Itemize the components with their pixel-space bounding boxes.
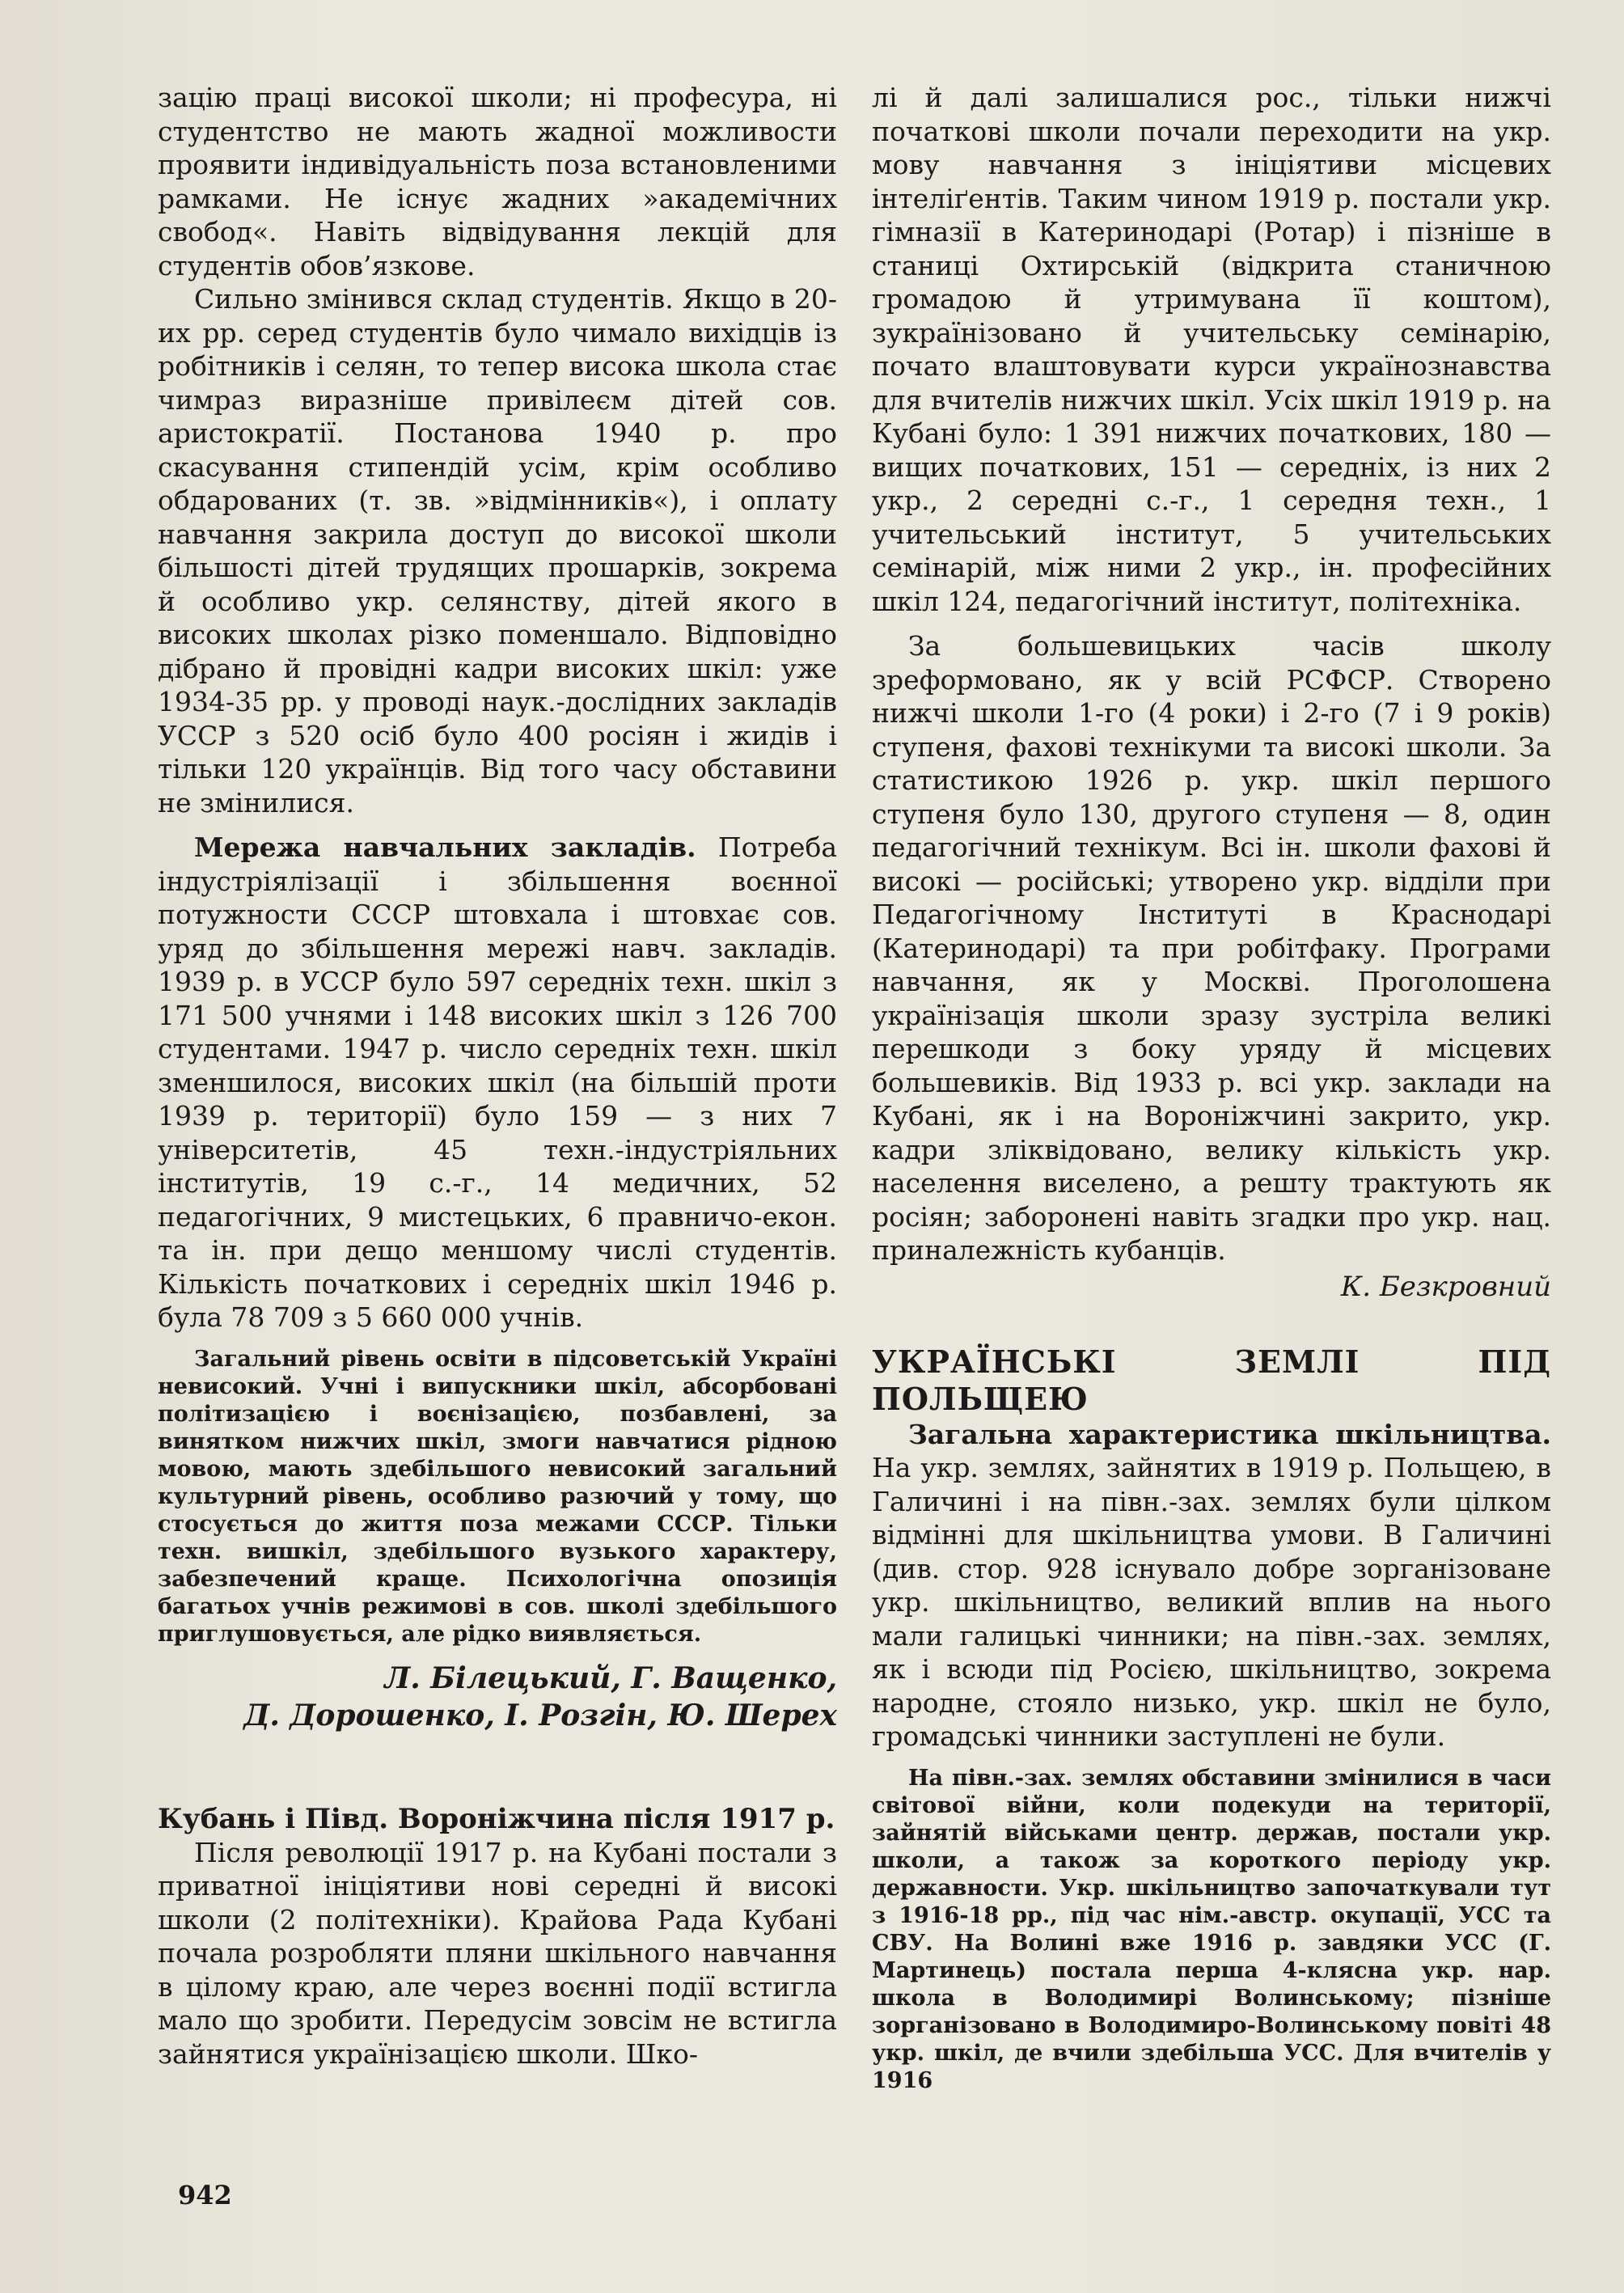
right-small-paragraph: На півн.-зах. землях обставини змінилися в часи світової війни, коли подекуди на території, зайнятій військами центр. держав, постали укр. школи, а також за короткого періоду укр. державности. Укр. шкільництво започаткували тут з 1916-18 рр., під час нім.-австр. окупації, УСС та СВУ. На Волині вже 1916 р. завдяки УСС (Г. Мартинець) постала перша 4-клясна укр. нар. школа в Володимирі Волинському; пізніше зорганізовано в Володимиро-Волинському повіті 48 укр. шкіл, де вчили здебільша УСС. Для вчителів у 1916 <box>872 1765 1551 2093</box>
signature-authors-line-2: Д. Дорошенко, І. Розгін, Ю. Шерех <box>243 1698 837 1732</box>
right-paragraph-2: За большевицьких часів школу зреформовано, як у всій РСФСР. Створено нижчі школи 1-го (4 роки) і 2-го (7 і 9 років) ступеня, фахові технікуми та високі школи. За статистикою 1926 р. укр. шкіл першого ступеня було 130, другого ступеня — 8, один педагогічний технікум. Всі ін. школи фахові й високі — російські; утворено укр. відділи при Педагогічному Інституті в Краснодарі (Катеринодарі) та при робітфаку. Програми навчання, як у Москві. Проголошена українізація школи зразу зустріла великі перешкоди з боку уряду й місцевих большевиків. Від 1933 р. всі укр. заклади на Кубані, як і на Вороніжчині закрито, укр. кадри зліквідовано, велику кількість укр. населення виселено, а решту трактують як росіян; заборонені навіть згадки про укр. нац. приналежність кубанців. <box>872 630 1551 1266</box>
left-paragraph-3 <box>158 831 837 1335</box>
right-paragraph-1: лі й далі залишалися рос., тільки нижчі початкові школи почали переходити на укр. мову навчання з ініціятиви місцевих інтеліґентів. Таким чином 1919 р. постали укр. гімназії в Катеринодарі (Ротар) і пізніше в станиці Охтирській (відкрита станичною громадою й утримувана її коштом), зукраїнізовано й учительську семінарію, почато влаштовувати курси українознавства для вчителів нижчих шкіл. Усіх шкіл 1919 р. на Кубані було: 1 391 нижчих початкових, 180 — вищих початкових, 151 — середніх, із них 2 укр., 2 середні с.-г., 1 середня техн., 1 учительський інститут, 5 учительських семінарій, між ними 2 укр., ін. професійних шкіл 124, педагогічний інститут, політехніка. <box>872 82 1551 617</box>
signature-authors-line-1: Л. Білецький, Г. Ващенко, <box>384 1661 837 1695</box>
page-number: 942 <box>178 2180 232 2211</box>
general-text: На укр. землях, зайнятих в 1919 р. Польщею, в Галичині і на півн.-зах. землях були цілком відмінні для шкільництва умови. В Галичині (див. стор. 928 існувало добре зорганізоване укр. шкільництво, великий вплив на нього мали галицькі чинники; на півн.-зах. землях, як і всюди під Росією, шкільництво, зокрема народне, стояло низько, укр. шкіл не було, громадські чинники заступлені не були. <box>872 1452 1551 1752</box>
section-title: УКРАЇНСЬКІ ЗЕМЛІ ПІД ПОЛЬЩЕЮ <box>872 1343 1551 1417</box>
kuban-subheading: Кубань і Півд. Вороніжчина після 1917 р. <box>158 1802 835 1835</box>
right-paragraph-3 <box>872 1418 1551 1754</box>
left-small-paragraph: Загальний рівень освіти в підсоветській Україні невисокий. Учні і випускники шкіл, абсорбовані політизацією і воєнізацією, позбавлені, за винятком нижчих шкіл, змоги навчатися рідною мовою, мають здебільшого невисокий загальний культурний рівень, особливо разючий у тому, що стосується до життя поза межами СССР. Тільки техн. вишкіл, здебільшого вузького характеру, забезпечений краще. Психологічна опозиція багатьох учнів режимові в сов. школі здебільшого приглушовується, але рідко виявляється. <box>158 1346 837 1647</box>
network-text: Потреба індустріялізації і збільшення воєнної потужности СССР штовхала і штовхає сов. уряд до збільшення мережі навч. закладів. 1939 р. в УССР було 597 середніх техн. шкіл з 171 500 учнями і 148 високих шкіл з 126 700 студентами. 1947 р. число середніх техн. шкіл зменшилося, високих шкіл (на більшій проти 1939 р. території) було 159 — з них 7 університетів, 45 техн.-індустріяльних інститутів, 19 с.-г., 14 медичних, 52 педагогічних, 9 мистецьких, 6 правничо-екон. та ін. при дещо меншому числі студентів. Кількість початкових і середніх шкіл 1946 р. була 78 709 з 5 660 000 учнів. <box>158 831 837 1333</box>
network-heading: Мережа навчальних закладів. <box>194 831 696 863</box>
left-paragraph-kuban: Після революції 1917 р. на Кубані постали з приватної ініціятиви нові середні й високі школи (2 політехніки). Крайова Рада Кубані почала розробляти пляни шкільного навчання в цілому краю, але через воєнні події встигла мало що зробити. Передусім зовсім не встигла зайнятися українізацією школи. Шко- <box>158 1836 837 2070</box>
general-heading: Загальна характеристика шкільництва. <box>908 1418 1551 1450</box>
left-paragraph-1: зацію праці високої школи; ні професура, ні студентство не мають жадної можливости проявити індивідуальність поза встановленими рамками. Не існує жадних »академічних свобод«. Навіть відвідування лекцій для студентів обов’язкове. <box>158 82 837 281</box>
right-column <box>872 81 1551 2095</box>
signature-bezkrovny: К. Безкровний <box>1340 1270 1551 1303</box>
left-column <box>158 81 837 2071</box>
left-paragraph-2: Сильно змінився склад студентів. Якщо в 20-их рр. серед студентів було чимало вихідців із робітників і селян, то тепер висока школа стає чимраз виразніше привілеєм дітей сов. аристократії. Постанова 1940 р. про скасування стипендій усім, крім особливо обдарованих (т. зв. »відмінників«), і оплату навчання закрила доступ до високої школи більшості дітей трудящих прошарків, зокрема й особливо укр. селянству, дітей якого в високих школах різко поменшало. Відповідно дібрано й провідні кадри високих шкіл: уже 1934-35 рр. у проводі наук.-дослідних закладів УССР з 520 осіб було 400 росіян і жидів і тільки 120 українців. Від того часу обставини не змінилися. <box>158 283 837 819</box>
